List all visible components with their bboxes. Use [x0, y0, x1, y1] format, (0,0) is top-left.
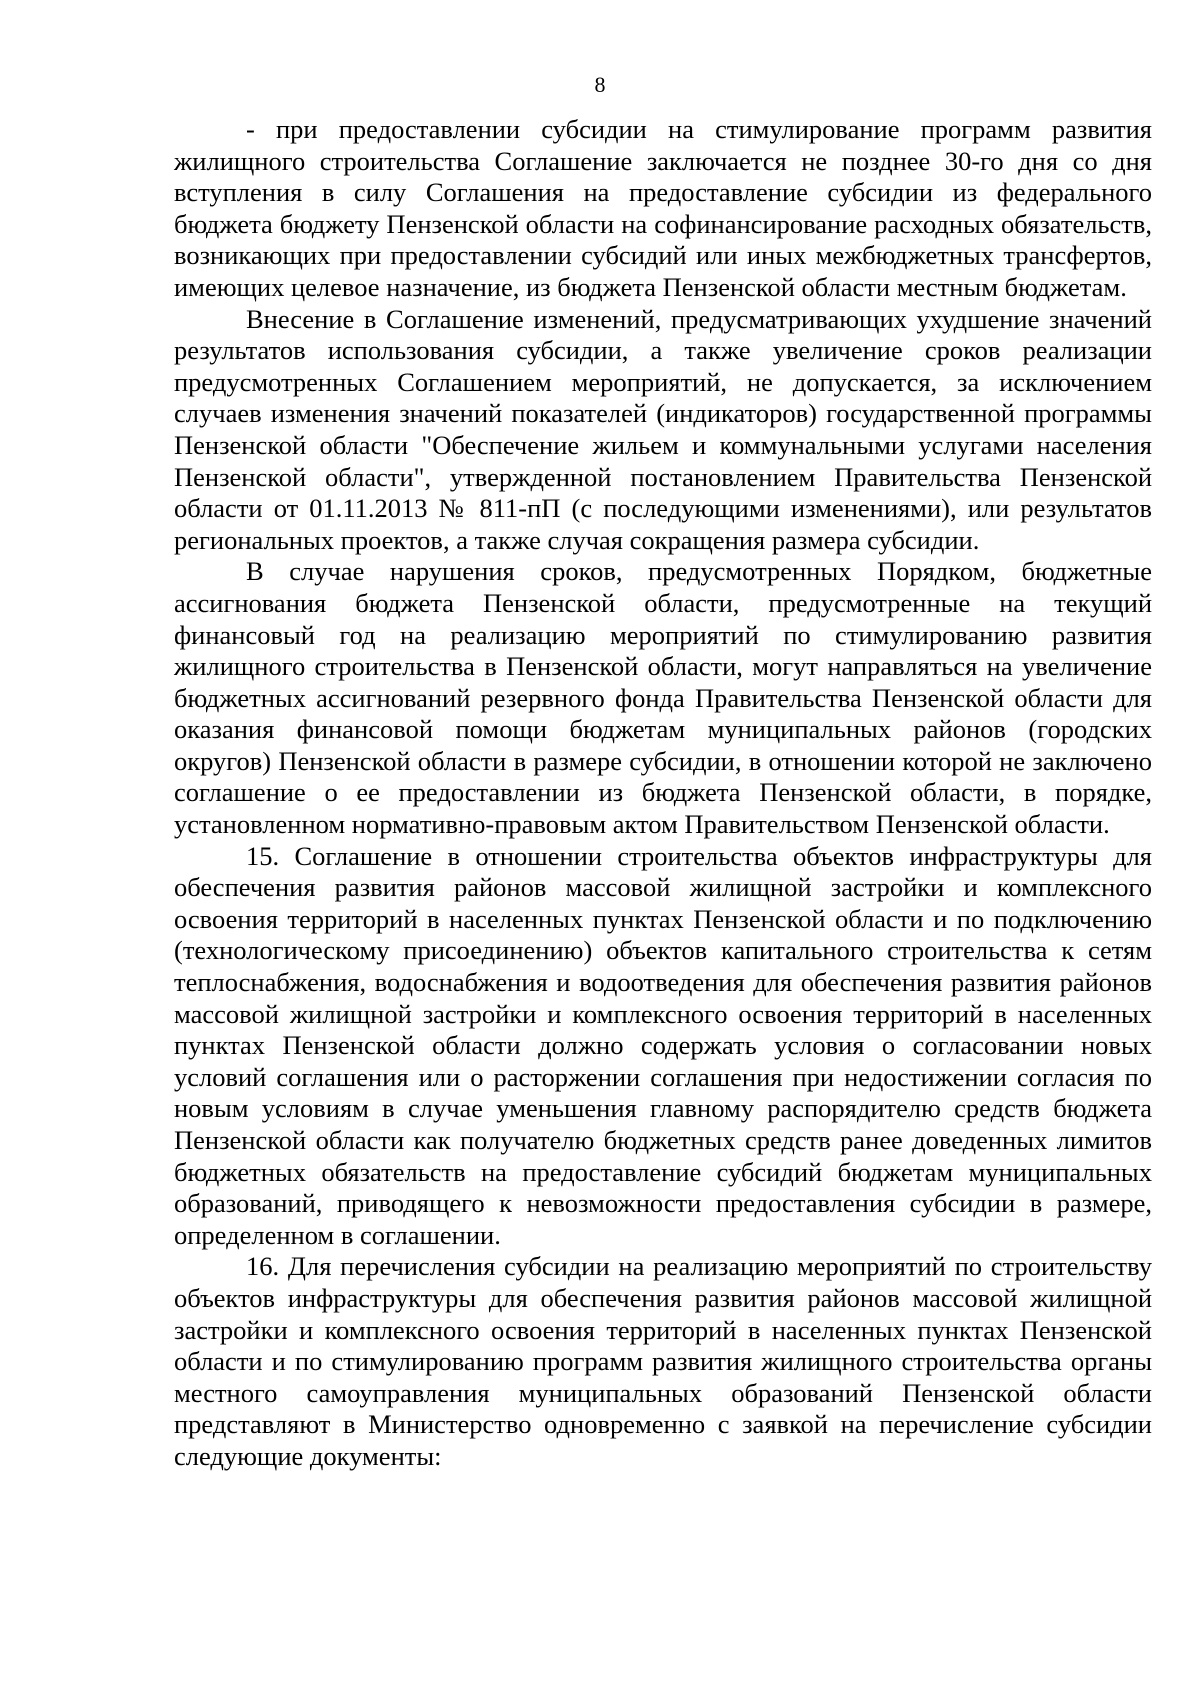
document-body	[174, 114, 1152, 1473]
paragraph-item-16: 16. Для перечисления субсидии на реализацию мероприятий по строительству объектов инфраструктуры для обеспечения развития районов массовой жилищной застройки и комплексного освоения территорий в населенных пунктах Пензенской области и по стимулированию программ развития жилищного строительства органы местного самоуправления муниципальных образований Пензенской области представляют в Министерство одновременно с заявкой на перечисление субсидии следующие документы:	[174, 1251, 1152, 1471]
paragraph-agreement-amendments: Внесение в Соглашение изменений, предусматривающих ухудшение значений результатов использования субсидии, а также увеличение сроков реализации предусмотренных Соглашением мероприятий, не допускается, за исключением случаев изменения значений показателей (индикаторов) государственной программы Пензенской области "Обеспечение жильем и коммунальными услугами населения Пензенской области", утвержденной постановлением Правительства Пензенской области от 01.11.2013 № 811-пП (с последующими изменениями), или результатов региональных проектов, а также случая сокращения размера субсидии.	[174, 303, 1152, 555]
page-number: 8	[594, 72, 606, 97]
paragraph-deadline-violation: В случае нарушения сроков, предусмотренных Порядком, бюджетные ассигнования бюджета Пензенской области, предусмотренные на текущий финансовый год на реализацию мероприятий по стимулированию развития жилищного строительства в Пензенской области, могут направляться на увеличение бюджетных ассигнований резервного фонда Правительства Пензенской области для оказания финансовой помощи бюджетам муниципальных районов (городских округов) Пензенской области в размере субсидии, в отношении которой не заключено соглашение о ее предоставлении из бюджета Пензенской области, в порядке, установленном нормативно-правовым актом Правительством Пензенской области.	[174, 556, 1152, 840]
paragraph-item-15: 15. Соглашение в отношении строительства объектов инфраструктуры для обеспечения развития районов массовой жилищной застройки и комплексного освоения территорий в населенных пунктах Пензенской области и по подключению (технологическому присоединению) объектов капитального строительства к сетям теплоснабжения, водоснабжения и водоотведения для обеспечения развития районов массовой жилищной застройки и комплексного освоения территорий в населенных пунктах Пензенской области должно содержать условия о согласовании новых условий соглашения или о расторжении соглашения при недостижении согласия по новым условиям в случае уменьшения главному распорядителю средств бюджета Пензенской области как получателю бюджетных средств ранее доведенных лимитов бюджетных обязательств на предоставление субсидий бюджетам муниципальных образований, приводящего к невозможности предоставления субсидии в размере, определенном в соглашении.	[174, 840, 1152, 1250]
paragraph-subsidy-agreement-deadline: - при предоставлении субсидии на стимулирование программ развития жилищного строительства Соглашение заключается не позднее 30-го дня со дня вступления в силу Соглашения на предоставление субсидии из федерального бюджета бюджету Пензенской области на софинансирование расходных обязательств, возникающих при предоставлении субсидий или иных межбюджетных трансфертов, имеющих целевое назначение, из бюджета Пензенской области местным бюджетам.	[174, 114, 1152, 302]
